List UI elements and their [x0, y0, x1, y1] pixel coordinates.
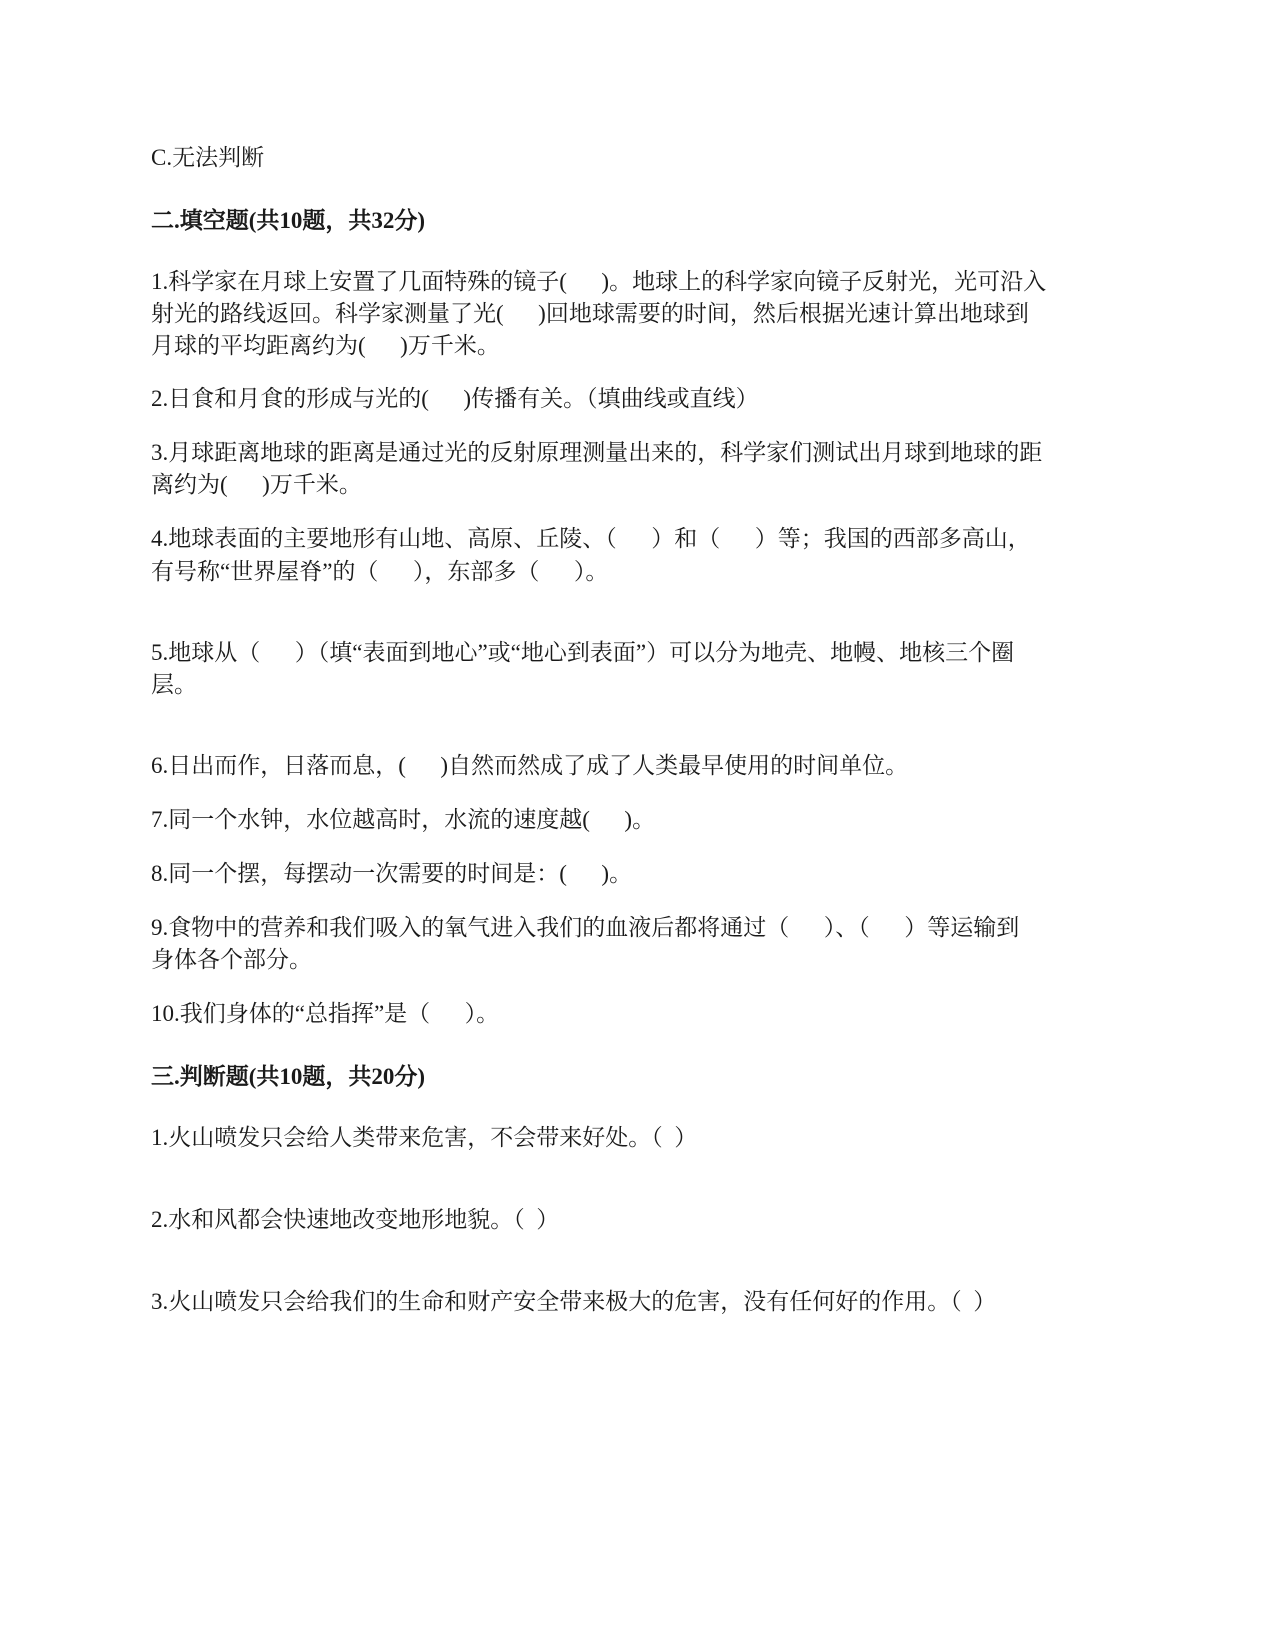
question-line: 射光的路线返回。科学家测量了光( )回地球需要的时间，然后根据光速计算出地球到	[151, 301, 1029, 326]
question-line: 3.火山喷发只会给我们的生命和财产安全带来极大的危害，没有任何好的作用。（ ）	[151, 1289, 997, 1314]
question-line: 离约为( )万千米。	[151, 472, 362, 497]
question-line: 3.月球距离地球的距离是通过光的反射原理测量出来的，科学家们测试出月球到地球的距	[151, 440, 1043, 465]
section-heading-true-false: 三.判断题(共10题，共20分)	[151, 1064, 426, 1089]
question-line: 6.日出而作，日落而息，( )自然而然成了成了人类最早使用的时间单位。	[151, 753, 909, 778]
question-line: 有号称“世界屋脊”的（ ），东部多（ ）。	[151, 559, 609, 584]
question-line: 月球的平均距离约为( )万千米。	[151, 333, 500, 358]
question-line: 10.我们身体的“总指挥”是（ ）。	[151, 1001, 500, 1026]
previous-question-option-c: C.无法判断	[151, 145, 265, 170]
question-line: 1.科学家在月球上安置了几面特殊的镜子( )。地球上的科学家向镜子反射光，光可沿入	[151, 269, 1047, 294]
question-line: 2.水和风都会快速地改变地形地貌。（ ）	[151, 1207, 560, 1232]
question-line: 1.火山喷发只会给人类带来危害，不会带来好处。（ ）	[151, 1125, 698, 1150]
section-heading-fill-in-blank: 二.填空题(共10题，共32分)	[151, 208, 426, 233]
question-line: 4.地球表面的主要地形有山地、高原、丘陵、（ ）和（ ）等；我国的西部多高山，	[151, 526, 1031, 551]
question-line: 2.日食和月食的形成与光的( )传播有关。（填曲线或直线）	[151, 386, 759, 411]
question-line: 层。	[151, 672, 197, 697]
question-line: 9.食物中的营养和我们吸入的氧气进入我们的血液后都将通过（ ）、（ ）等运输到	[151, 915, 1020, 940]
question-line: 5.地球从（ ）（填“表面到地心”或“地心到表面”）可以分为地壳、地幔、地核三个圈	[151, 640, 1015, 665]
question-line: 7.同一个水钟，水位越高时，水流的速度越( )。	[151, 807, 656, 832]
question-line: 8.同一个摆，每摆动一次需要的时间是：( )。	[151, 861, 633, 886]
question-line: 身体各个部分。	[151, 947, 312, 972]
